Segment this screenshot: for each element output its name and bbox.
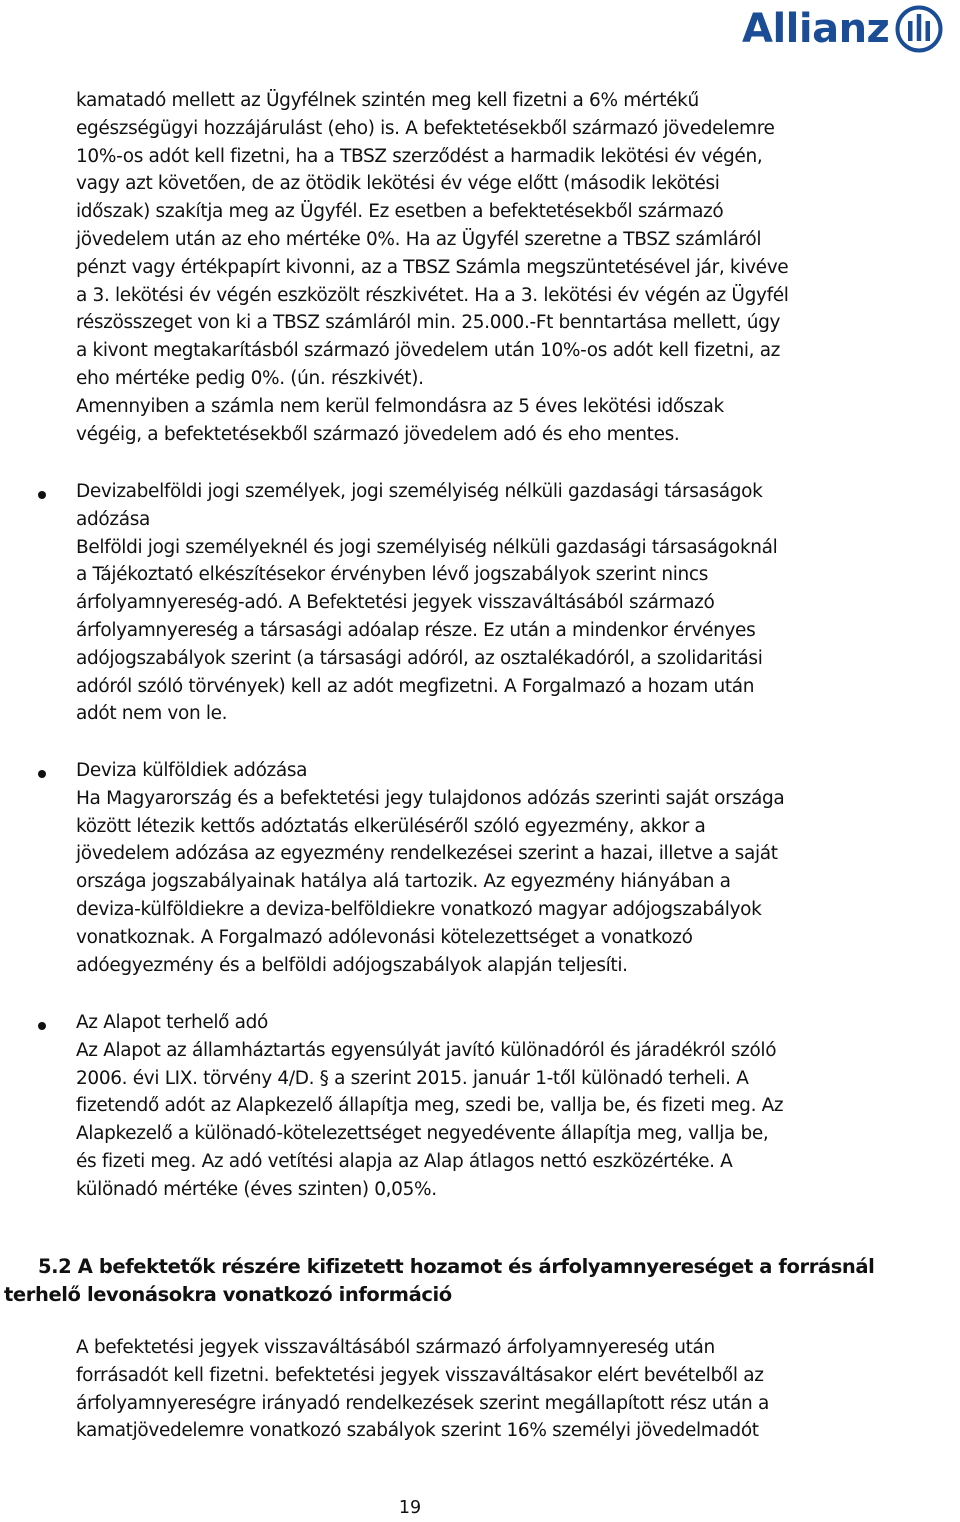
text-line: és fizeti meg. Az adó vetítési alapja az Alap átlagos nettó eszközértéke. A (76, 1150, 733, 1172)
heading-line: terhelő levonásokra vonatkozó információ (4, 1282, 452, 1306)
text-line: adót nem von le. (76, 703, 228, 725)
text-line: Belföldi jogi személyeknél és jogi személyiség nélküli gazdasági társaságoknál (76, 536, 778, 558)
text-line: árfolyamnyereség-adó. A Befektetési jegyek visszaváltásából származó (76, 592, 715, 614)
bullet-item-domestic-legal-entities (76, 478, 777, 728)
section-body (76, 1334, 769, 1445)
bullet-icon (38, 770, 46, 778)
intro-paragraph (76, 87, 789, 448)
bullet-icon (38, 491, 46, 499)
text-line: Az Alapot az államháztartás egyensúlyát javító különadóról és járadékról szóló (76, 1039, 777, 1061)
heading-line: 5.2 A befektetők részére kifizetett hozamot és árfolyamnyereséget a forrásnál (38, 1255, 875, 1278)
bullet-title: Az Alapot terhelő adó (76, 1012, 268, 1033)
text-line: Amennyiben a számla nem kerül felmondásra az 5 éves lekötési időszak (76, 395, 724, 417)
text-line: eho mértéke pedig 0%. (ún. részkivét). (76, 367, 424, 389)
text-line: jövedelem után az eho mértéke 0%. Ha az Ügyfél szeretne a TBSZ számláról (76, 228, 762, 250)
bullet-item-foreign-taxation (76, 757, 784, 979)
text-line: A befektetési jegyek visszaváltásából származó árfolyamnyereség után (76, 1337, 715, 1358)
text-line: adóról szóló törvények) kell az adót megfizetni. A Forgalmazó a hozam után (76, 675, 755, 697)
text-line: jövedelem adózása az egyezmény rendelkezései szerint a hazai, illetve a saját (76, 843, 778, 865)
text-line: kamatjövedelemre vonatkozó szabályok szerint 16% személyi jövedelmadót (76, 1420, 759, 1442)
text-line: részösszeget von ki a TBSZ számláról min. 25.000.-Ft benntartása mellett, úgy (76, 312, 781, 334)
text-line: deviza-külföldiekre a deviza-belföldiekre vonatkozó magyar adójogszabályok (76, 898, 762, 920)
page-number: 19 (398, 1498, 422, 1518)
text-line: vonatkoznak. A Forgalmazó adólevonási kötelezettséget a vonatkozó (76, 926, 693, 948)
text-line: adózása (76, 508, 150, 530)
text-line: egészségügyi hozzájárulást (eho) is. A befektetésekből származó jövedelemre (76, 117, 775, 139)
section-heading (4, 1253, 874, 1308)
text-line: a kivont megtakarításból származó jövedelem után 10%-os adót kell fizetni, az (76, 340, 781, 362)
logo-text: Allianz (742, 6, 890, 52)
text-line: között létezik kettős adóztatás elkerüléséről szóló egyezmény, akkor a (76, 815, 706, 837)
text-line: forrásadót kell fizetni. befektetési jegyek visszaváltásakor elért bevételből az (76, 1364, 764, 1386)
bullet-icon (38, 1022, 46, 1030)
text-line: fizetendő adót az Alapkezelő állapítja meg, szedi be, vallja be, és fizeti meg. Az (76, 1095, 784, 1117)
text-line: pénzt vagy értékpapírt kivonni, az a TBSZ Számla megszüntetésével jár, kivéve (76, 256, 789, 278)
text-line: Ha Magyarország és a befektetési jegy tulajdonos adózás szerinti saját országa (76, 787, 785, 809)
bullet-title: Devizabelföldi jogi személyek, jogi személyiség nélküli gazdasági társaságok (76, 481, 763, 502)
text-line: a Tájékoztató elkészítésekor érvényben lévő jogszabályok szerint nincs (76, 564, 708, 586)
text-line: országa jogszabályainak hatálya alá tartozik. Az egyezmény hiányában a (76, 871, 731, 893)
allianz-eagle-icon (895, 5, 943, 53)
text-line: 2006. évi LIX. törvény 4/D. § a szerint 2015. január 1-től különadó terheli. A (76, 1067, 749, 1089)
text-line: adójogszabályok szerint (a társasági adóról, az osztalékadóról, a szolidaritási (76, 647, 763, 669)
text-line: végéig, a befektetésekből származó jövedelem adó és eho mentes. (76, 423, 680, 445)
text-line: kamatadó mellett az Ügyfélnek szintén meg kell fizetni a 6% mértékű (76, 90, 699, 111)
text-line: különadó mértéke (éves szinten) 0,05%. (76, 1178, 437, 1200)
text-line: 10%-os adót kell fizetni, ha a TBSZ szerződést a harmadik lekötési év végén, (76, 145, 763, 167)
allianz-logo (742, 2, 957, 56)
text-line: árfolyamnyereségre irányadó rendelkezések szerint megállapított rész után a (76, 1392, 769, 1414)
text-line: Alapkezelő a különadó-kötelezettséget negyedévente állapítja meg, vallja be, (76, 1123, 769, 1145)
text-line: vagy azt követően, de az ötödik lekötési év vége előtt (második lekötési (76, 173, 720, 195)
text-line: időszak) szakítja meg az Ügyfél. Ez esetben a befektetésekből származó (76, 201, 724, 223)
text-line: árfolyamnyereség a társasági adóalap része. Ez után a mindenkor érvényes (76, 619, 756, 641)
text-line: adóegyezmény és a belföldi adójogszabályok alapján teljesíti. (76, 954, 628, 976)
bullet-item-fund-tax (76, 1009, 783, 1204)
text-line: a 3. lekötési év végén eszközölt részkivétet. Ha a 3. lekötési év végén az Ügyfél (76, 284, 789, 306)
bullet-title: Deviza külföldiek adózása (76, 760, 308, 781)
